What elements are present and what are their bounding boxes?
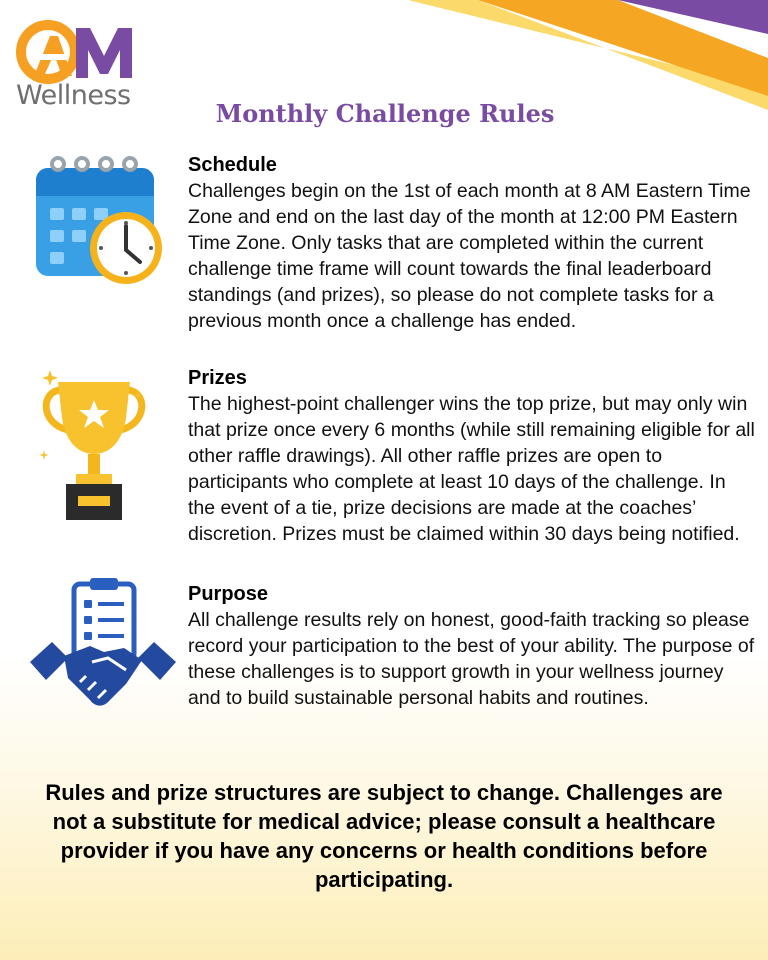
section-purpose — [188, 581, 758, 711]
logo-letters: AM — [14, 5, 38, 22]
disclaimer-text: Rules and prize structures are subject to change. Challenges are not a substitute for medical advice; please consult a healthcare provider if you have any concerns or health conditions before participating. — [45, 780, 723, 892]
section-heading: Prizes — [188, 367, 247, 389]
section-prizes — [188, 365, 758, 547]
section-body: All challenge results rely on honest, good-faith tracking so please record your participation to the best of your ability. The purpose of these challenges is to support growth in your wellness journey and to build sustainable personal habits and routines. — [188, 609, 755, 709]
trophy-icon — [34, 360, 154, 525]
handshake-clipboard-icon — [28, 576, 178, 726]
section-heading: Schedule — [188, 154, 277, 176]
logo-wordmark: Wellness — [16, 80, 131, 111]
section-body: The highest-point challenger wins the top prize, but may only win that prize once every 6 months (while still remaining eligible for all other raffle drawings). All other raffle prizes are open to participants who complete at least 10 days of the challenge. In the event of a tie, prize decisions are made at the coaches’ discretion. Prizes must be claimed within 30 days being notified. — [188, 393, 755, 545]
page-title: Monthly Challenge Rules — [215, 99, 555, 128]
section-schedule — [188, 152, 758, 334]
section-body: Challenges begin on the 1st of each month at 8 AM Eastern Time Zone and end on the last day of the month at 12:00 PM Eastern Time Zone. Only tasks that are completed within the current challenge time frame will count towards the final leaderboard standings (and prizes), so please do not complete tasks for a previous month once a challenge has ended. — [188, 180, 751, 332]
section-heading: Purpose — [188, 583, 269, 605]
corner-stripes-decoration — [408, 0, 768, 110]
calendar-clock-icon — [32, 150, 162, 290]
